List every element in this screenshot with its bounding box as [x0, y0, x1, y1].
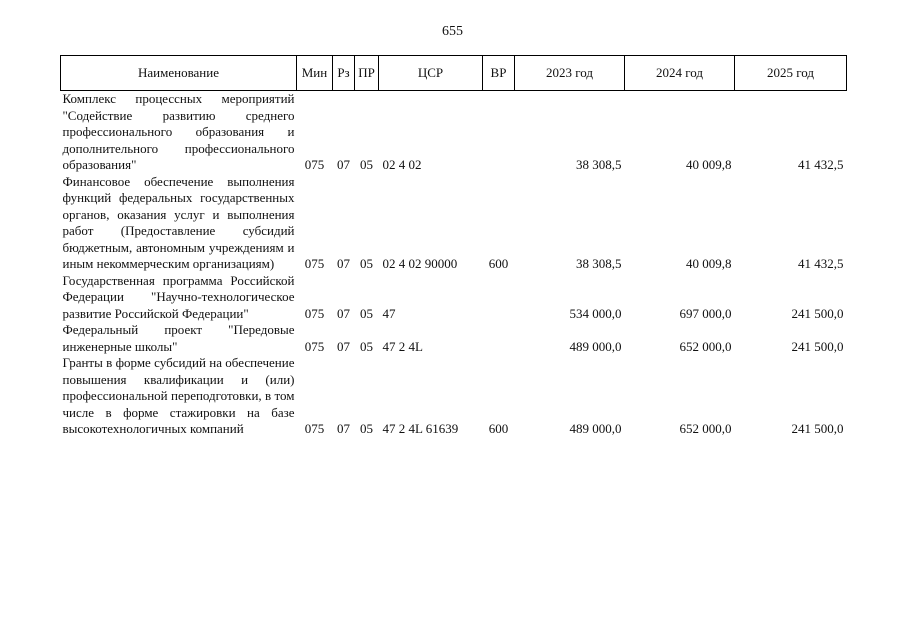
header-2025: 2025 год — [735, 56, 847, 91]
row-rz: 07 — [337, 338, 350, 354]
budget-table — [60, 55, 847, 438]
row-2023: 38 308,5 — [576, 157, 622, 172]
row-2023: 489 000,0 — [569, 421, 622, 436]
row-min: 075 — [304, 421, 325, 436]
header-csr: ЦСР — [379, 56, 483, 91]
row-2024: 40 009,8 — [686, 157, 732, 172]
row-vr — [483, 91, 515, 174]
row-csr: 02 4 02 — [382, 157, 422, 172]
row-2023: 38 308,5 — [576, 256, 622, 271]
header-2024: 2024 год — [625, 56, 735, 91]
row-name: Федеральный проект "Передовые инженерные школы" — [62, 322, 295, 354]
row-2025: 241 500,0 — [791, 421, 844, 436]
row-min: 075 — [304, 256, 325, 271]
header-rz: Рз — [333, 56, 355, 91]
row-csr: 47 2 4L — [382, 338, 423, 354]
table-row — [61, 355, 847, 438]
row-rz: 07 — [337, 256, 350, 271]
row-min: 075 — [304, 305, 325, 321]
row-name: Государственная программа Российской Федерации "Научно-технологическое развитие Российской Федерации" — [62, 272, 295, 321]
table-row — [61, 273, 847, 323]
row-2024: 652 000,0 — [679, 338, 732, 354]
row-2024: 697 000,0 — [679, 305, 732, 321]
row-2023: 489 000,0 — [569, 338, 622, 354]
table-row — [61, 322, 847, 355]
row-csr: 02 4 02 90000 — [382, 256, 458, 271]
page-number: 655 — [442, 24, 463, 39]
row-vr: 600 — [488, 256, 509, 271]
table-header-row — [61, 56, 847, 91]
row-2025: 241 500,0 — [791, 338, 844, 354]
row-vr — [483, 273, 515, 323]
header-vr: ВР — [483, 56, 515, 91]
row-2025: 41 432,5 — [798, 256, 844, 271]
row-name: Комплекс процессных мероприятий "Содействие развитию среднего профессионального образования и дополнительного профессионального образования" — [62, 91, 295, 172]
row-rz: 07 — [337, 157, 350, 172]
row-pr: 05 — [360, 305, 373, 321]
row-pr: 05 — [360, 338, 373, 354]
row-vr — [483, 322, 515, 355]
header-2023: 2023 год — [515, 56, 625, 91]
table-row — [61, 91, 847, 174]
row-csr: 47 — [382, 305, 396, 321]
row-rz: 07 — [337, 305, 350, 321]
row-2025: 241 500,0 — [791, 305, 844, 321]
header-name: Наименование — [61, 56, 297, 91]
header-pr: ПР — [355, 56, 379, 91]
row-min: 075 — [304, 157, 325, 172]
row-rz: 07 — [337, 421, 350, 436]
row-pr: 05 — [360, 157, 373, 172]
row-pr: 05 — [360, 256, 373, 271]
header-min: Мин — [297, 56, 333, 91]
table-row — [61, 174, 847, 273]
row-min: 075 — [304, 338, 325, 354]
row-2025: 41 432,5 — [798, 157, 844, 172]
row-2024: 40 009,8 — [686, 256, 732, 271]
row-2023: 534 000,0 — [569, 305, 622, 321]
row-2024: 652 000,0 — [679, 421, 732, 436]
row-name: Гранты в форме субсидий на обеспечение повышения квалификации и (или) профессиональной переподготовки, в том числе в форме стажировки на базе высокотехнологичных компаний — [62, 355, 295, 436]
row-vr: 600 — [488, 421, 509, 436]
row-csr: 47 2 4L 61639 — [382, 421, 459, 436]
row-pr: 05 — [360, 421, 373, 436]
row-name: Финансовое обеспечение выполнения функций федеральных государственных органов, оказания услуг и выполнения работ (Предоставление субсидий бюджетным, автономным учреждениям и иным некоммерческим организациям) — [62, 173, 295, 271]
